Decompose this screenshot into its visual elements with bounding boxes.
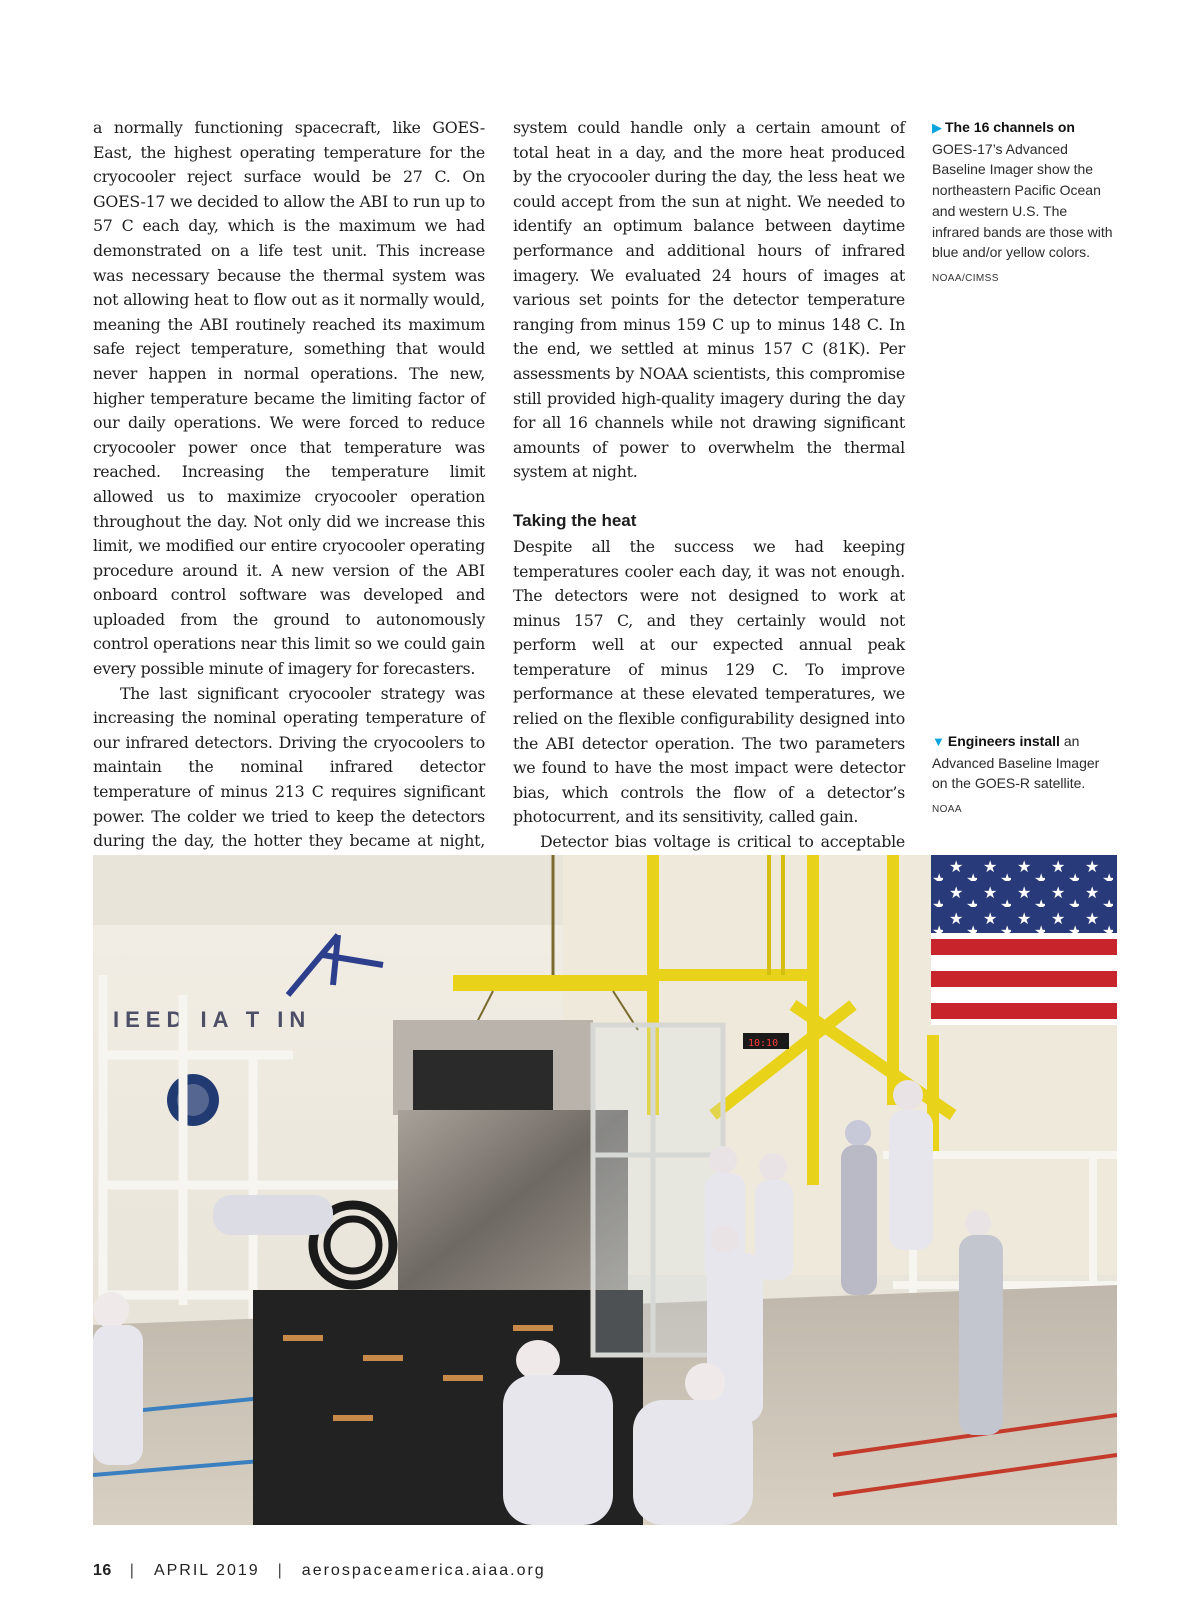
body-paragraph: system could handle only a certain amount of total heat in a day, and the more heat produced by the cryocooler during the day, the less heat we could accept from the sun at night. We needed to identify an optimum balance between daytime performance and additional hours of infrared imagery. We evaluated 24 hours of images at various set points for the detector temperature ranging from minus 159 C up to minus 148 C. In the end, we settled at minus 157 C (81K). Per assessments by NOAA scientists, this compromise still provided high-quality imagery during the day for all 16 channels while not drawing significant amounts of power to overwhelm the thermal system at night. [513, 118, 905, 482]
wall-lettering: IEED IA T IN [113, 1007, 312, 1032]
body-paragraph: The last significant cryocooler strategy was increasing the nominal operating temperature of our infrared detectors. Driving the cryocoolers to maintain the nominal infrared detector temperature of minus 213 C requires significant power. The colder we tried to keep the detectors during the day, the hotter they became at night, [93, 683, 485, 851]
us-flag [931, 855, 1117, 1025]
digital-counter: 10:10 [748, 1038, 779, 1049]
image-caption-engineers [932, 731, 1117, 821]
footer-separator: | [129, 1562, 136, 1579]
caption-body: GOES-17’s Advanced Baseline Imager show the northeastern Pacific Ocean and western U.S. The infrared bands are those with blue and/or yellow colors. [932, 140, 1113, 261]
body-paragraph: Detector bias voltage is critical to acceptable [540, 832, 905, 852]
body-paragraph: Despite all the success we had keeping temperatures cooler each day, it was not enough. The detectors were not designed to work at minus 157 C, and they certainly would not perform well at our expected annual peak temperature of minus 129 C. To improve performance at these elevated temperatures, we relied on the flexible configurability designed into the ABI detector operation. The two parameters we found to have the most impact were detector bias, which controls the flow of a detector’s photocurrent, and its sensitivity, called gain. [513, 536, 905, 827]
section-subheading: Taking the heat [513, 510, 637, 530]
body-paragraph: a normally functioning spacecraft, like GOES-East, the highest operating temperature for the cryocooler reject surface would be 27 C. On GOES-17 we decided to allow the ABI to run up to 57 C each day, which is the maximum we had demonstrated on a life test unit. This increase was necessary because the thermal system was not allowing heat to flow out as it normally would, meaning the ABI routinely reached its maximum safe reject temperature, something that would never happen in normal operations. The new, higher temperature became the limiting factor of our daily operations. We were forced to reduce cryocooler power once that temperature was reached. Increasing the temperature limit allowed us to maximize cryocooler operation throughout the day. Not only did we increase this limit, we modified our entire cryocooler operating procedure around it. A new version of the ABI onboard control software was developed and uploaded from the ground to autonomously control operations near this limit so we could gain every possible minute of imagery for forecasters. [93, 118, 485, 679]
issue-date: APRIL 2019 [153, 1562, 260, 1579]
footer-separator: | [277, 1562, 284, 1579]
photo-credit: NOAA [932, 804, 962, 816]
clean-room-photo [93, 855, 1117, 1525]
image-caption-channels [932, 117, 1117, 290]
down-triangle-icon: ▼ [932, 734, 945, 749]
website-url: aerospaceamerica.aiaa.org [301, 1562, 546, 1579]
caption-lead: Engineers install [947, 733, 1060, 749]
caption-lead: The 16 channels on [945, 119, 1075, 135]
right-triangle-icon: ▶ [932, 120, 942, 135]
page-footer [93, 1562, 546, 1580]
photo-credit: NOAA/CIMSS [932, 272, 999, 284]
article-column-2 [513, 116, 905, 904]
article-column-1 [93, 116, 485, 878]
caption-body: an Advanced Baseline Imager on the GOES-R satellite. [932, 733, 1100, 792]
page-number: 16 [93, 1562, 112, 1579]
